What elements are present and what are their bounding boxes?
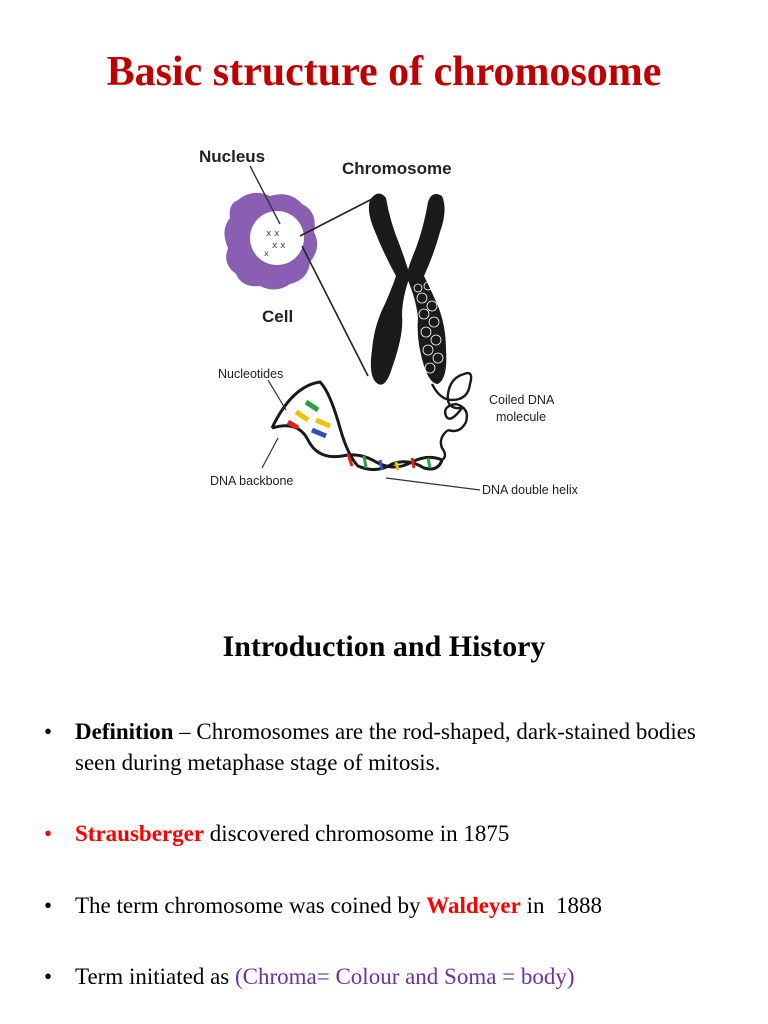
definition-text: – Chromosomes are the rod-shaped, dark-stained bodies seen during metaphase stage of mitosis. — [75, 719, 696, 775]
svg-text:x x: x x — [266, 229, 280, 239]
chromosome-illustration — [369, 193, 446, 384]
section-heading: Introduction and History — [222, 630, 546, 663]
bullet-waldeyer — [44, 890, 724, 921]
dna-backbone-label: DNA backbone — [210, 474, 294, 488]
bullet-term-origin — [44, 961, 724, 992]
page-title: Basic structure of chromosome — [106, 49, 662, 95]
term-origin-text: Term initiated as — [75, 964, 235, 989]
coiled-dna-label-line2: molecule — [496, 410, 547, 424]
dna-double-helix-label: DNA double helix — [482, 483, 578, 497]
strausberger-name: Strausberger — [75, 821, 205, 846]
strausberger-text: discovered chromosome in 1875 — [204, 821, 510, 846]
waldeyer-text-after: in 1888 — [520, 893, 602, 918]
cell-label: Cell — [262, 307, 294, 326]
definition-term: Definition — [75, 719, 174, 744]
dna-double-helix-illustration — [272, 382, 442, 470]
svg-text:x x: x x — [272, 241, 286, 251]
nucleus-label: Nucleus — [199, 147, 266, 166]
chromosome-label: Chromosome — [342, 159, 452, 178]
nucleotides-label: Nucleotides — [218, 367, 284, 381]
bullet-marker: • — [44, 964, 53, 989]
bullet-strausberger — [44, 818, 724, 849]
chromosome-structure-figure — [180, 138, 620, 508]
coiled-dna-label-line1: Coiled DNA — [489, 393, 555, 407]
term-origin-etymology: (Chroma= Colour and Soma = body) — [234, 964, 575, 989]
waldeyer-text-before: The term chromosome was coined by — [75, 893, 427, 918]
bullet-marker: • — [44, 719, 53, 744]
waldeyer-name: Waldeyer — [426, 893, 521, 918]
coiled-dna-illustration — [432, 373, 471, 460]
bullet-marker: • — [44, 893, 53, 918]
bullet-marker: • — [44, 821, 53, 846]
bullet-definition — [44, 716, 724, 778]
svg-text:x: x — [264, 249, 269, 258]
